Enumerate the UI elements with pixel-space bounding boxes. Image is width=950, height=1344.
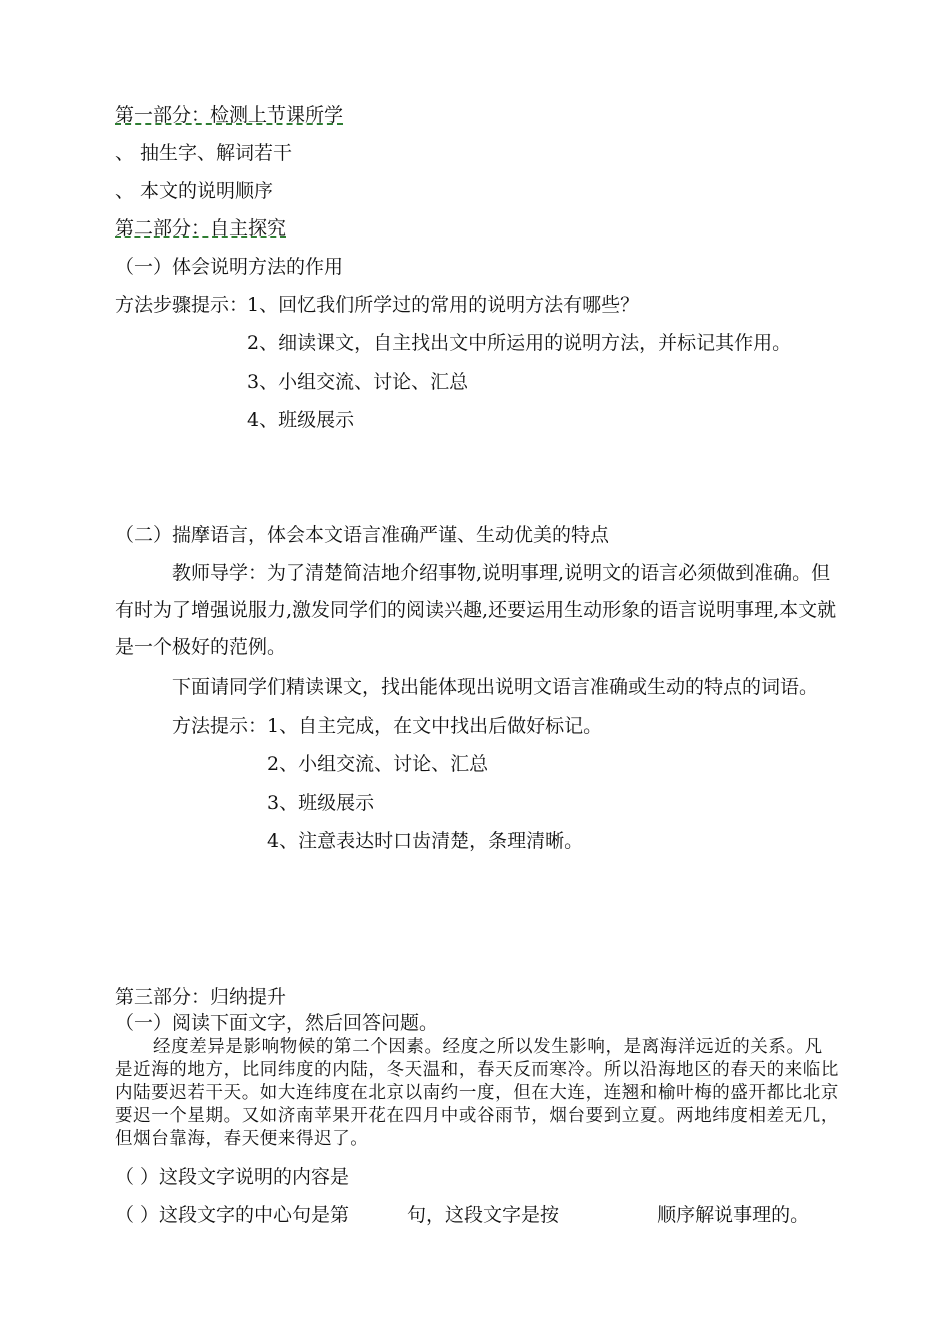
part1-heading: 第一部分：检测上节课所学: [115, 104, 344, 126]
part2-sec1-step-3: 3、小组交流、讨论、汇总: [247, 371, 469, 393]
question-1: （ ）这段文字说明的内容是: [115, 1166, 350, 1188]
question-2: [115, 1203, 809, 1227]
part2-sec2-step-4: 4、注意表达时口齿清楚，条理清晰。: [267, 830, 584, 852]
part2-sec1-step-2: 2、细读课文，自主找出文中所运用的说明方法，并标记其作用。: [247, 332, 792, 354]
question-2-part-b: 句，这段文字是按: [407, 1204, 560, 1226]
part1-item-1: 、 抽生字、解词若干: [115, 142, 293, 164]
teacher-guide-paragraph: 教师导学：为了清楚简洁地介绍事物,说明事理,说明文的语言必须做到准确。但有时为了增强说服力,激发同学们的阅读兴趣,还要运用生动形象的语言说明事理,本文就是一个极好的范例。: [115, 562, 837, 658]
part2-sec1-title: （一）体会说明方法的作用: [115, 256, 344, 278]
part3-heading: 第三部分：归纳提升: [115, 986, 287, 1008]
part2-sec2-step-3: 3、班级展示: [267, 792, 375, 814]
part2-sec1-step-1: 1、回忆我们所学过的常用的说明方法有哪些？: [247, 294, 640, 316]
part2-sec2-title: （二）揣摩语言，体会本文语言准确严谨、生动优美的特点: [115, 524, 610, 546]
part2-sec1-step-4: 4、班级展示: [247, 409, 355, 431]
part3-sec1-title: （一）阅读下面文字，然后回答问题。: [115, 1012, 439, 1034]
part2-heading: 第二部分：自主探究: [115, 217, 287, 239]
part2-sec2-task: 下面请同学们精读课文，找出能体现出说明文语言准确或生动的特点的词语。: [172, 676, 819, 698]
part2-sec2-step-2: 2、小组交流、讨论、汇总: [267, 753, 489, 775]
question-2-part-c: 顺序解说事理的。: [657, 1204, 810, 1226]
part2-sec2-prompt: 方法提示：: [172, 715, 268, 737]
part1-item-2: 、 本文的说明顺序: [115, 180, 274, 202]
question-2-part-a: （ ）这段文字的中心句是第: [115, 1204, 350, 1226]
part2-sec2-step-1: 1、自主完成，在文中找出后做好标记。: [267, 715, 603, 737]
part2-sec1-prompt: 方法步骤提示：: [115, 294, 249, 316]
reading-passage: 经度差异是影响物候的第二个因素。经度之所以发生影响，是离海洋远近的关系。凡是近海的地方，比同纬度的内陆，冬天温和，春天反而寒冷。所以沿海地区的春天的来临比内陆要迟若干天。如大连纬度在北京以南约一度，但在大连，连翘和榆叶梅的盛开都比北京要迟一个星期。又如济南苹果开花在四月中或谷雨节，烟台要到立夏。两地纬度相差无几，但烟台靠海，春天便来得迟了。: [115, 1037, 839, 1149]
